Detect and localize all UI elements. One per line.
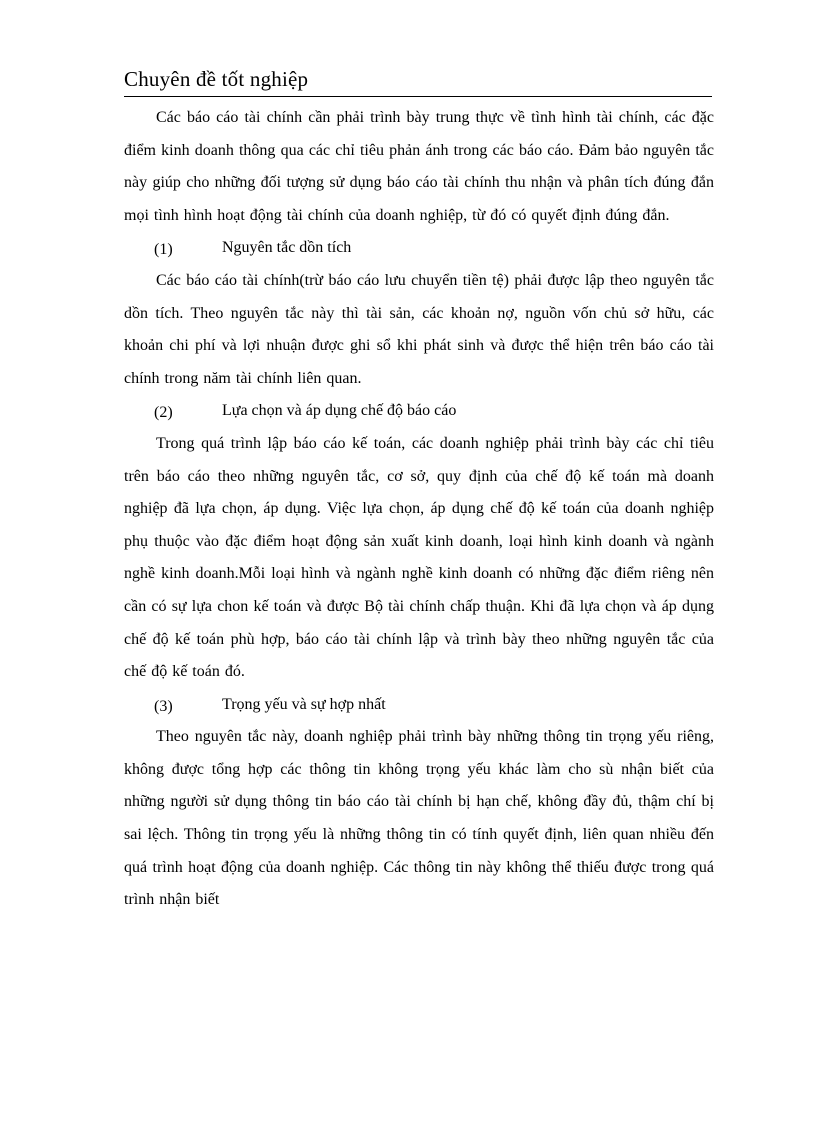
paragraph-1: Các báo cáo tài chính cần phải trình bày trung thực về tình hình tài chính, các đặc điểm kinh doanh thông qua các chỉ tiêu phản ánh trong các báo cáo. Đảm bảo nguyên tắc này giúp cho những đối tượng sử dụng báo cáo tài chính thu nhận và phân tích đúng đắn mọi tình hình hoạt động tài chính của doanh nghiệp, từ đó có quyết định đúng đắn. bbox=[124, 109, 714, 224]
page-header bbox=[124, 64, 712, 97]
section-heading-3 bbox=[124, 689, 714, 722]
header-rule bbox=[124, 96, 712, 97]
section-title-1: Nguyên tắc dồn tích bbox=[222, 239, 352, 257]
section-heading-1 bbox=[124, 232, 714, 265]
section-number-3: (3) bbox=[154, 697, 173, 715]
section-heading-2 bbox=[124, 395, 714, 428]
document-body bbox=[124, 102, 714, 917]
paragraph-2: Các báo cáo tài chính(trừ báo cáo lưu chuyển tiền tệ) phải được lập theo nguyên tắc dồn tích. Theo nguyên tắc này thì tài sản, các khoản nợ, nguồn vốn chủ sở hữu, các khoản chi phí và lợi nhuận được ghi sổ khi phát sinh và được thể hiện trên báo cáo tài chính trong năm tài chính liên quan. bbox=[124, 271, 714, 387]
section-title-3: Trọng yếu và sự hợp nhất bbox=[222, 695, 386, 713]
section-number-1: (1) bbox=[154, 241, 173, 259]
paragraph-4: Theo nguyên tắc này, doanh nghiệp phải trình bày những thông tin trọng yếu riêng, không được tổng hợp các thông tin không trọng yếu khác làm cho sù nhận biết của những người sử dụng thông tin báo cáo tài chính bị hạn chế, không đầy đủ, thậm chí bị sai lệch. Thông tin trọng yếu là những thông tin có tính quyết định, liên quan nhiều đến quá trình hoạt động của doanh nghiệp. Các thông tin này không thể thiếu được trong quá trình nhận biết bbox=[124, 728, 714, 909]
header-title: Chuyên đề tốt nghiệp bbox=[124, 67, 309, 91]
section-number-2: (2) bbox=[154, 404, 173, 422]
section-title-2: Lựa chọn và áp dụng chế độ báo cáo bbox=[222, 402, 457, 420]
paragraph-3: Trong quá trình lập báo cáo kế toán, các doanh nghiệp phải trình bày các chỉ tiêu trên báo cáo theo những nguyên tắc, cơ sở, quy định của chế độ kế toán mà doanh nghiệp đã lựa chọn, áp dụng. Việc lựa chọn, áp dụng chế độ kế toán của doanh nghiệp phụ thuộc vào đặc điểm hoạt động sản xuất kinh doanh, loại hình kinh doanh và ngành nghề kinh doanh.Mỗi loại hình và ngành nghề kinh doanh có những đặc điểm riêng nên cần có sự lựa chon kế toán và được Bộ tài chính chấp thuận. Khi đã lựa chọn và áp dụng chế độ kế toán phù hợp, báo cáo tài chính lập và trình bày theo những nguyên tắc của chế độ kế toán đó. bbox=[124, 434, 714, 681]
